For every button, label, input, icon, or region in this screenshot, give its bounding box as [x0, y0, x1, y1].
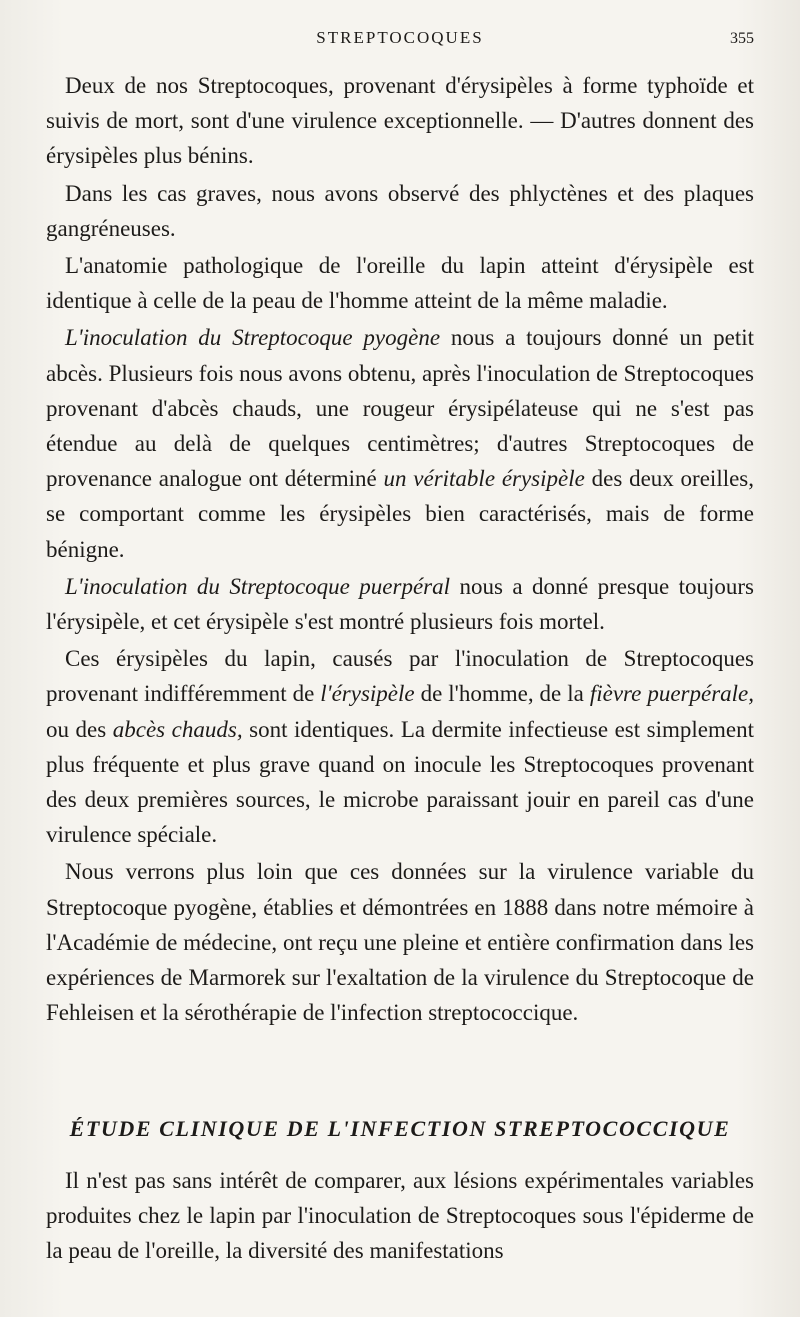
section-paragraph-1: Il n'est pas sans intérêt de comparer, aux lésions expérimentales variables produites chez le lapin par l'inoculation de Streptocoques sous l'épiderme de la peau de l'oreille, la diversité des manifestations	[46, 1168, 754, 1264]
paragraph-7: Nous verrons plus loin que ces données sur la virulence variable du Streptocoque pyogène, établies et démontrées en 1888 dans notre mémoire à l'Académie de médecine, ont reçu une pleine et entière confirmation dans les expériences de Marmorek sur l'exaltation de la virulence du Streptocoque de Fehleisen et la sérothérapie de l'infection streptococcique.	[46, 859, 754, 1026]
paragraph-4-text-2: des deux oreilles, se comportant comme les érysipèles bien caractérisés, mais de forme bénigne.	[46, 466, 755, 562]
paragraph-6-italic-3: abcès chauds,	[112, 716, 243, 742]
paragraph-4-text-1: nous a toujours donné un petit abcès. Plusieurs fois nous avons obtenu, après l'inoculation de Streptocoques provenant d'abcès chauds, une rougeur érysipélateuse qui ne s'est pas étendue au delà de quelques centimètres; d'autres Streptocoques de provenance analogue ont déterminé	[46, 325, 755, 492]
paragraph-1: Deux de nos Streptocoques, provenant d'érysipèles à forme typhoïde et suivis de mort, sont d'une virulence exceptionnelle. — D'autres donnent des érysipèles plus bénins.	[46, 73, 754, 169]
page-number: 355	[730, 30, 754, 47]
page-header	[46, 28, 754, 54]
paragraph-5	[46, 569, 754, 639]
paragraph-5-italic: L'inoculation du Streptocoque puerpéral	[65, 573, 451, 599]
paragraph-6-text-4: sont identiques. La dermite infectieuse est simplement plus fréquente et plus grave quand on inocule les Streptocoques provenant des deux premières sources, le microbe paraissant jouir en pareil cas d'une virulence spéciale.	[46, 716, 754, 848]
paragraph-3: L'anatomie pathologique de l'oreille du lapin atteint d'érysipèle est identique à celle de la peau de l'homme atteint de la même maladie.	[46, 253, 754, 314]
main-text	[46, 68, 754, 1030]
paragraph-6-text-1: Ces érysipèles du lapin, causés par l'inoculation de Streptocoques provenant indifféremment de	[46, 646, 754, 707]
paragraph-2: Dans les cas graves, nous avons observé des phlyctènes et des plaques gangréneuses.	[46, 180, 754, 241]
paragraph-4-italic-2: un véritable érysipèle	[383, 466, 585, 492]
section-heading: ÉTUDE CLINIQUE DE L'INFECTION STREPTOCOCCIQUE	[69, 1116, 731, 1141]
paragraph-4	[46, 320, 754, 566]
running-head: STREPTOCOQUES	[316, 28, 484, 47]
paragraph-5-text: nous a donné presque toujours l'érysipèle, et cet érysipèle s'est montré plusieurs fois mortel.	[46, 573, 754, 635]
section-text	[46, 1163, 754, 1269]
paragraph-6-text-3: ou des	[46, 716, 113, 742]
paragraph-6	[46, 641, 754, 852]
paragraph-6-italic-1: l'érysipèle	[320, 681, 415, 707]
paragraph-6-text-2: de l'homme, de la	[414, 681, 590, 707]
paragraph-6-italic-2: fièvre puerpérale,	[589, 681, 754, 707]
paragraph-4-italic-1: L'inoculation du Streptocoque pyogène	[65, 325, 441, 351]
